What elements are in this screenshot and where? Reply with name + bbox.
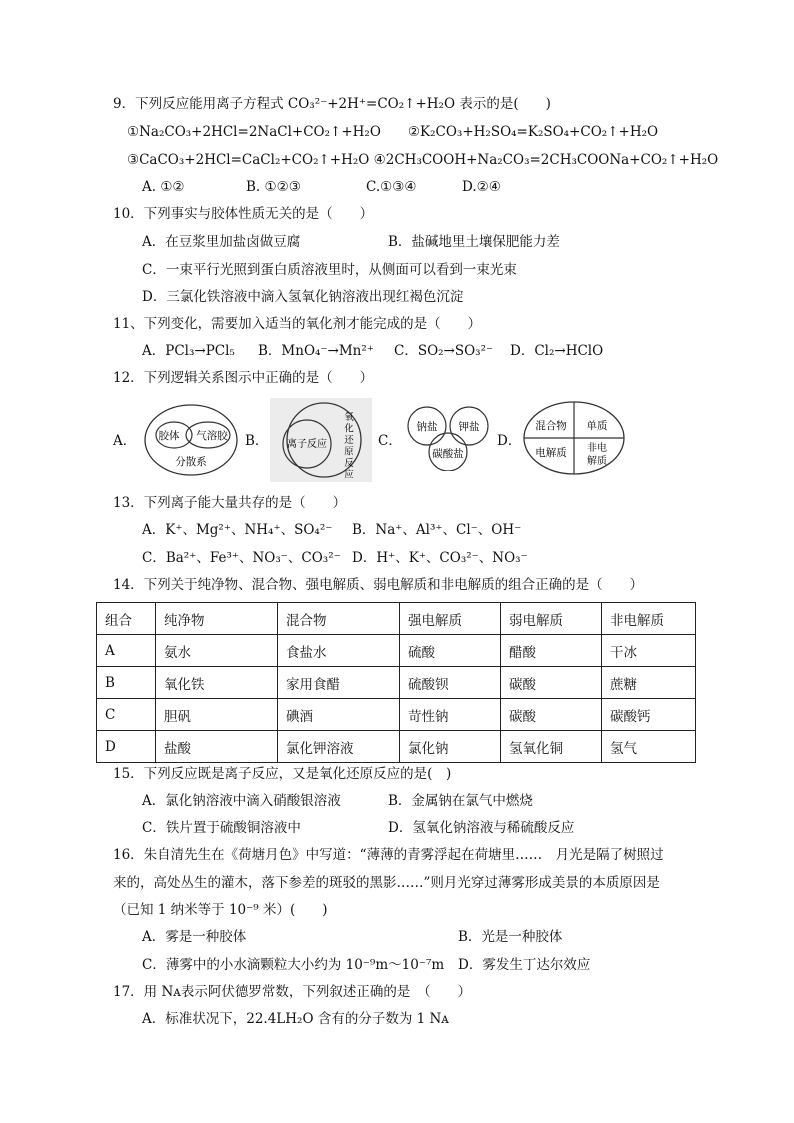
table-header-cell: 纯净物: [156, 603, 278, 635]
q12-label-b: B．: [245, 433, 269, 449]
a-aerosol-label: 气溶胶: [196, 430, 228, 442]
q17-option-a: A．标准状况下，22.4LH₂O 含有的分子数为 1 Nᴀ: [142, 1011, 449, 1027]
q12-label-d: D．: [497, 433, 522, 449]
table-cell: 氢氧化铜: [501, 731, 602, 763]
q16-option-d: D．雾发生丁达尔效应: [458, 957, 591, 973]
table-cell: 蔗糖: [602, 667, 696, 699]
q15-option-c: C．铁片置于硫酸铜溶液中: [142, 820, 301, 836]
table-cell: 家用食醋: [278, 667, 400, 699]
q11-option-a: A．PCl₃→PCl₅: [142, 343, 235, 359]
table-header-cell: 混合物: [278, 603, 400, 635]
q15-option-a: A．氯化钠溶液中滴入硝酸银溶液: [142, 793, 341, 809]
q9-option-d: D.②④: [462, 179, 501, 195]
q14-table: [96, 602, 696, 763]
d-mixture-label: 混合物: [535, 420, 567, 432]
table-header-cell: 组合: [97, 603, 156, 635]
q12-label-c: C．: [378, 433, 402, 449]
d-electrolyte-label: 电解质: [535, 447, 567, 459]
q10-option-b: B．盐碱地里土壤保肥能力差: [388, 234, 560, 250]
q13-option-c: C．Ba²⁺、Fe³⁺、NO₃⁻、CO₃²⁻: [142, 550, 341, 566]
d-element-label: 单质: [586, 420, 608, 432]
venn-diagram-c: [402, 405, 494, 471]
q9-line2: ③CaCO₃+2HCl=CaCl₂+CO₂↑+H₂O ④2CH₃COOH+Na₂CO₃=2CH₃COONa+CO₂↑+H₂O: [127, 152, 719, 168]
table-cell: 胆矾: [156, 699, 278, 731]
table-cell: 碳酸: [501, 699, 602, 731]
q9-option-a: A. ①②: [142, 179, 185, 195]
table-cell: 苛性钠: [400, 699, 501, 731]
a-colloid-label: 胶体: [158, 430, 180, 442]
c-potassium-salt-label: 钾盐: [458, 421, 480, 433]
q13-option-a: A．K⁺、Mg²⁺、NH₄⁺、SO₄²⁻: [142, 522, 333, 538]
c-sodium-salt-label: 钠盐: [416, 421, 438, 433]
c-carbonate-label: 碳酸盐: [432, 448, 464, 460]
table-cell: D: [97, 731, 156, 763]
q11-stem: 11、下列变化，需要加入适当的氧化剂才能完成的是（ ）: [113, 316, 482, 332]
table-cell: 碳酸: [501, 667, 602, 699]
table-cell: 碳酸钙: [602, 699, 696, 731]
q11-option-c: C．SO₂→SO₃²⁻: [394, 343, 494, 359]
q9-option-c: C.①③④: [366, 179, 417, 195]
q12-label-a: A．: [113, 433, 137, 449]
table-cell: 氯化钠: [400, 731, 501, 763]
q9-option-b: B. ①②③: [246, 179, 301, 195]
table-row: [97, 635, 696, 667]
table-header-cell: 强电解质: [400, 603, 501, 635]
q15-stem: 15．下列反应既是离子反应，又是氧化还原反应的是( ): [113, 766, 452, 782]
q15-option-b: B．金属钠在氯气中燃烧: [388, 793, 533, 809]
venn-diagram-a: [143, 402, 239, 478]
table-row: [97, 731, 696, 763]
table-cell: 醋酸: [501, 635, 602, 667]
table-cell: 硫酸钡: [400, 667, 501, 699]
table-cell: 硫酸: [400, 635, 501, 667]
table-header-row: [97, 603, 696, 635]
table-cell: C: [97, 699, 156, 731]
table-cell: 氧化铁: [156, 667, 278, 699]
q11-option-d: D．Cl₂→HClO: [510, 343, 604, 359]
b-redox-label: 氧化还原反应: [344, 412, 354, 481]
table-cell: 盐酸: [156, 731, 278, 763]
a-dispersion-label: 分散系: [175, 456, 207, 468]
table-cell: 食盐水: [278, 635, 400, 667]
q16-option-b: B．光是一种胶体: [458, 929, 563, 945]
table-row: [97, 667, 696, 699]
d-nonelectrolyte-label: 非电解质: [587, 443, 607, 467]
q16-line3: （已知 1 纳米等于 10⁻⁹ 米）( ): [113, 902, 328, 918]
q10-option-d: D．三氯化铁溶液中滴入氢氧化钠溶液出现红褐色沉淀: [142, 289, 464, 305]
q10-option-c: C．一束平行光照到蛋白质溶液里时，从侧面可以看到一束光束: [142, 262, 517, 278]
b-ionic-reaction-label: 离子反应: [287, 439, 327, 450]
table-cell: A: [97, 635, 156, 667]
q10-stem: 10．下列事实与胶体性质无关的是（ ）: [113, 206, 374, 222]
q16-line1: 16．朱自清先生在《荷塘月色》中写道：“薄薄的青雾浮起在荷塘里…… 月光是隔了树照过: [113, 847, 664, 863]
q17-stem: 17．用 Nᴀ表示阿伏德罗常数，下列叙述正确的是 （ ）: [113, 984, 472, 1000]
q16-option-c: C．薄雾中的小水滴颗粒大小约为 10⁻⁹m～10⁻⁷m: [142, 957, 445, 973]
q13-option-d: D．H⁺、K⁺、CO₃²⁻、NO₃⁻: [352, 550, 528, 566]
table-header-cell: 非电解质: [602, 603, 696, 635]
q12-stem: 12．下列逻辑关系图示中正确的是（ ）: [113, 370, 374, 386]
table-cell: B: [97, 667, 156, 699]
q9-stem: 9．下列反应能用离子方程式 CO₃²⁻+2H⁺=CO₂↑+H₂O 表示的是( ): [113, 96, 551, 112]
q11-option-b: B．MnO₄⁻→Mn²⁺: [258, 343, 374, 359]
q13-stem: 13．下列离子能大量共存的是（ ）: [113, 495, 347, 511]
table-cell: 氯化钾溶液: [278, 731, 400, 763]
q10-option-a: A．在豆浆里加盐卤做豆腐: [142, 234, 301, 250]
q14-stem: 14．下列关于纯净物、混合物、强电解质、弱电解质和非电解质的组合正确的是（ ）: [113, 577, 644, 593]
table-cell: 干冰: [602, 635, 696, 667]
q16-option-a: A．雾是一种胶体: [142, 929, 247, 945]
q15-option-d: D．氢氧化钠溶液与稀硫酸反应: [388, 820, 575, 836]
table-row: [97, 699, 696, 731]
venn-diagram-d: [522, 400, 626, 476]
table-header-cell: 弱电解质: [501, 603, 602, 635]
venn-diagram-b: [270, 398, 372, 482]
table-cell: 氢气: [602, 731, 696, 763]
q16-line2: 来的，高处丛生的灌木，落下参差的斑驳的黑影……”则月光穿过薄雾形成美景的本质原因是: [113, 875, 660, 891]
table-cell: 碘酒: [278, 699, 400, 731]
table-cell: 氨水: [156, 635, 278, 667]
q13-option-b: B．Na⁺、Al³⁺、Cl⁻、OH⁻: [352, 522, 522, 538]
q9-line1: ①Na₂CO₃+2HCl=2NaCl+CO₂↑+H₂O ②K₂CO₃+H₂SO₄=K₂SO₄+CO₂↑+H₂O: [127, 124, 659, 140]
